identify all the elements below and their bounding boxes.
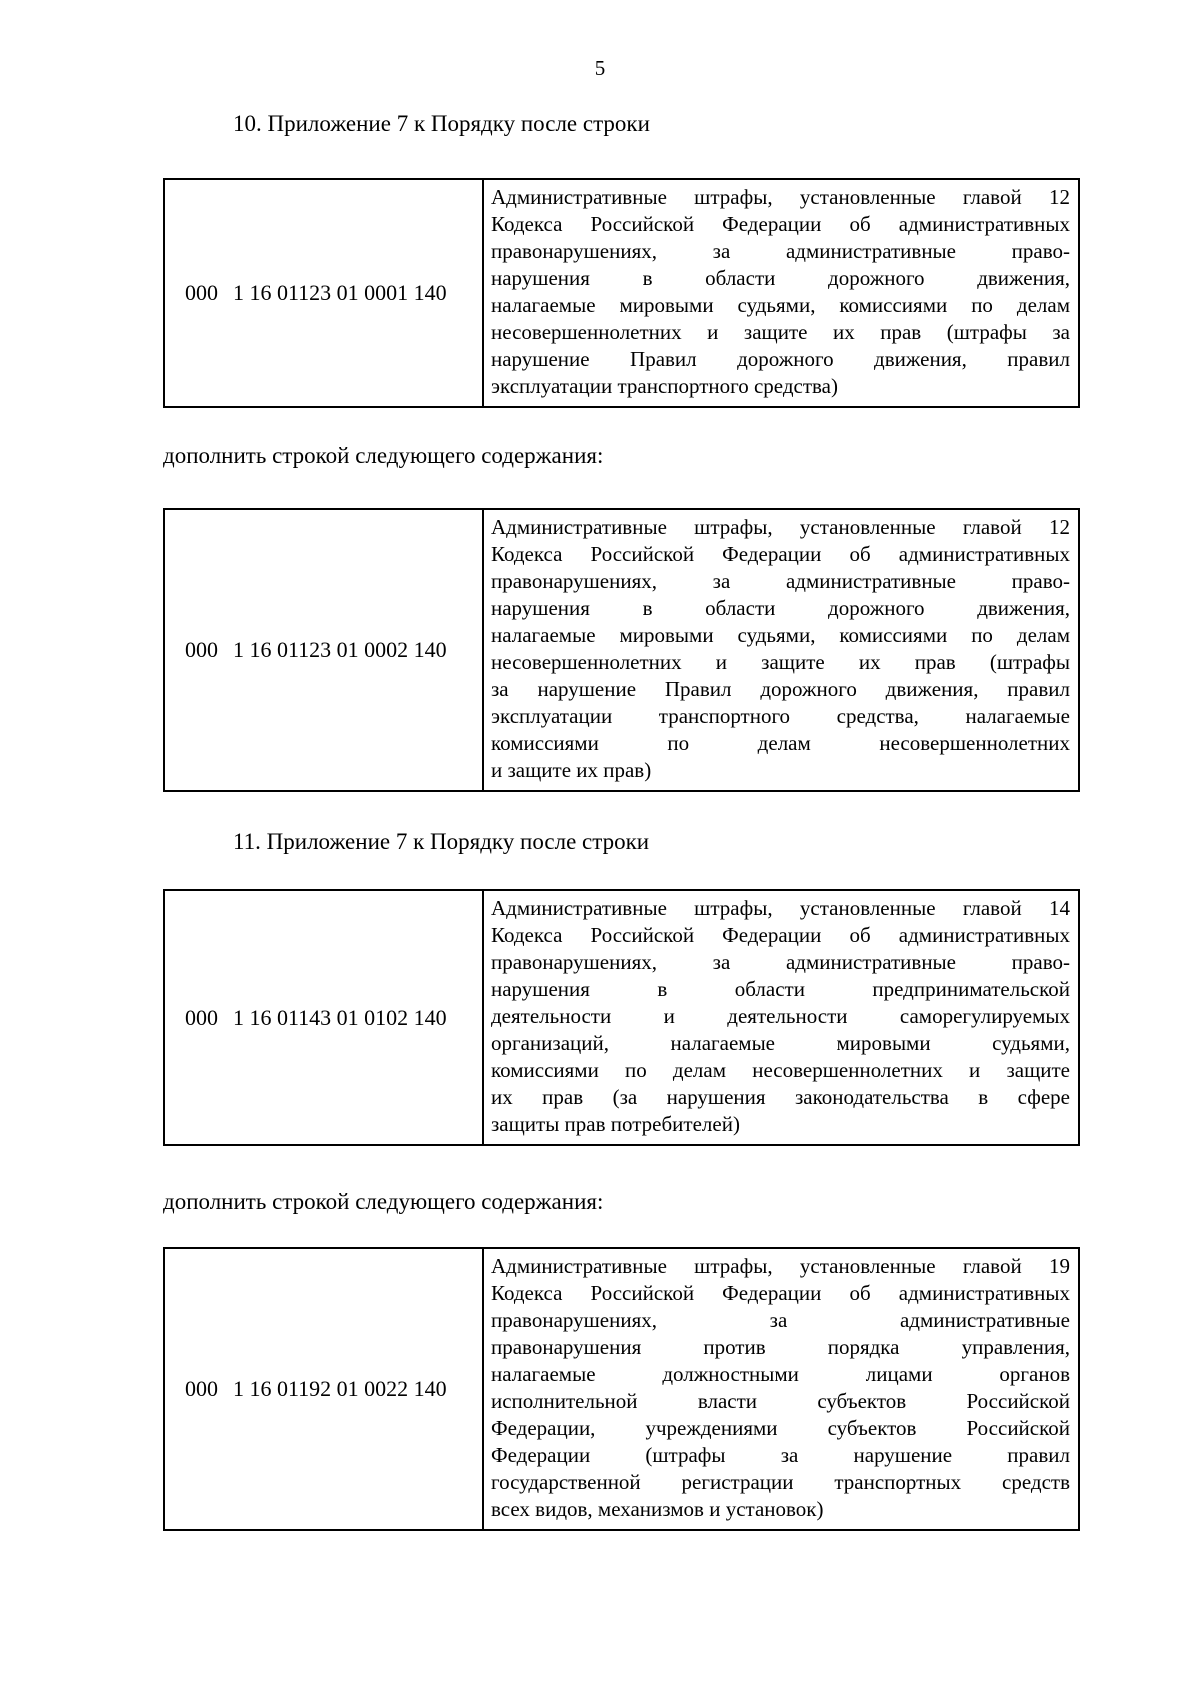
kbk-code: 1 16 01123 01 0002 140 bbox=[233, 637, 447, 662]
kbk-table-1 bbox=[163, 178, 1080, 408]
kbk-description-cell: Административные штрафы, установленные главой 12 Кодекса Российской Федерации об административных правонарушениях, за административные право- нарушения в области дорожного движения, налагаемые мировыми судьями, комиссиями по делам несовершеннолетних и защите их прав (штрафы за нарушение Правил дорожного движения, правил эксплуатации транспортного средства) bbox=[491, 185, 1070, 398]
kbk-description-cell: Административные штрафы, установленные главой 19 Кодекса Российской Федерации об административных правонарушениях, за административные правонарушения против порядка управления, налагаемые должностными лицами органов исполнительной власти субъектов Российской Федерации, учреждениями субъектов Российской Федерации (штрафы за нарушение правил государственной регистрации транспортных средств всех видов, механизмов и установок) bbox=[491, 1254, 1070, 1521]
kbk-code: 1 16 01143 01 0102 140 bbox=[233, 1004, 447, 1030]
kbk-code-cell bbox=[165, 1249, 484, 1529]
admin-code: 000 bbox=[185, 280, 218, 305]
kbk-code: 1 16 01123 01 0001 140 bbox=[233, 280, 447, 305]
admin-code: 000 bbox=[185, 1376, 218, 1401]
amend-paragraph-2: дополнить строкой следующего содержания: bbox=[163, 1189, 604, 1214]
kbk-table-3 bbox=[163, 889, 1080, 1146]
page-number: 5 bbox=[594, 56, 606, 80]
section-10-heading: 10. Приложение 7 к Порядку после строки bbox=[233, 111, 650, 136]
admin-code: 000 bbox=[185, 637, 218, 662]
kbk-code-cell bbox=[165, 180, 484, 406]
kbk-table-4 bbox=[163, 1247, 1080, 1531]
kbk-code-cell bbox=[165, 891, 484, 1144]
kbk-description-cell: Административные штрафы, установленные главой 12 Кодекса Российской Федерации об административных правонарушениях, за административные право- нарушения в области дорожного движения, налагаемые мировыми судьями, комиссиями по делам несовершеннолетних и защите их прав (штрафы за нарушение Правил дорожного движения, правил эксплуатации транспортного средства, налагаемые комиссиями по делам несовершеннолетних и защите их прав) bbox=[491, 515, 1070, 782]
kbk-code-cell bbox=[165, 510, 484, 790]
admin-code: 000 bbox=[185, 1004, 218, 1030]
section-11-heading: 11. Приложение 7 к Порядку после строки bbox=[233, 829, 650, 854]
kbk-description-cell: Административные штрафы, установленные главой 14 Кодекса Российской Федерации об административных правонарушениях, за административные право- нарушения в области предпринимательской деятельности и деятельности саморегулируемых организаций, налагаемые мировыми судьями, комиссиями по делам несовершеннолетних и защите их прав (за нарушения законодательства в сфере защиты прав потребителей) bbox=[491, 896, 1070, 1136]
amend-paragraph-1: дополнить строкой следующего содержания: bbox=[163, 443, 604, 468]
kbk-table-2 bbox=[163, 508, 1080, 792]
kbk-code: 1 16 01192 01 0022 140 bbox=[233, 1376, 447, 1401]
